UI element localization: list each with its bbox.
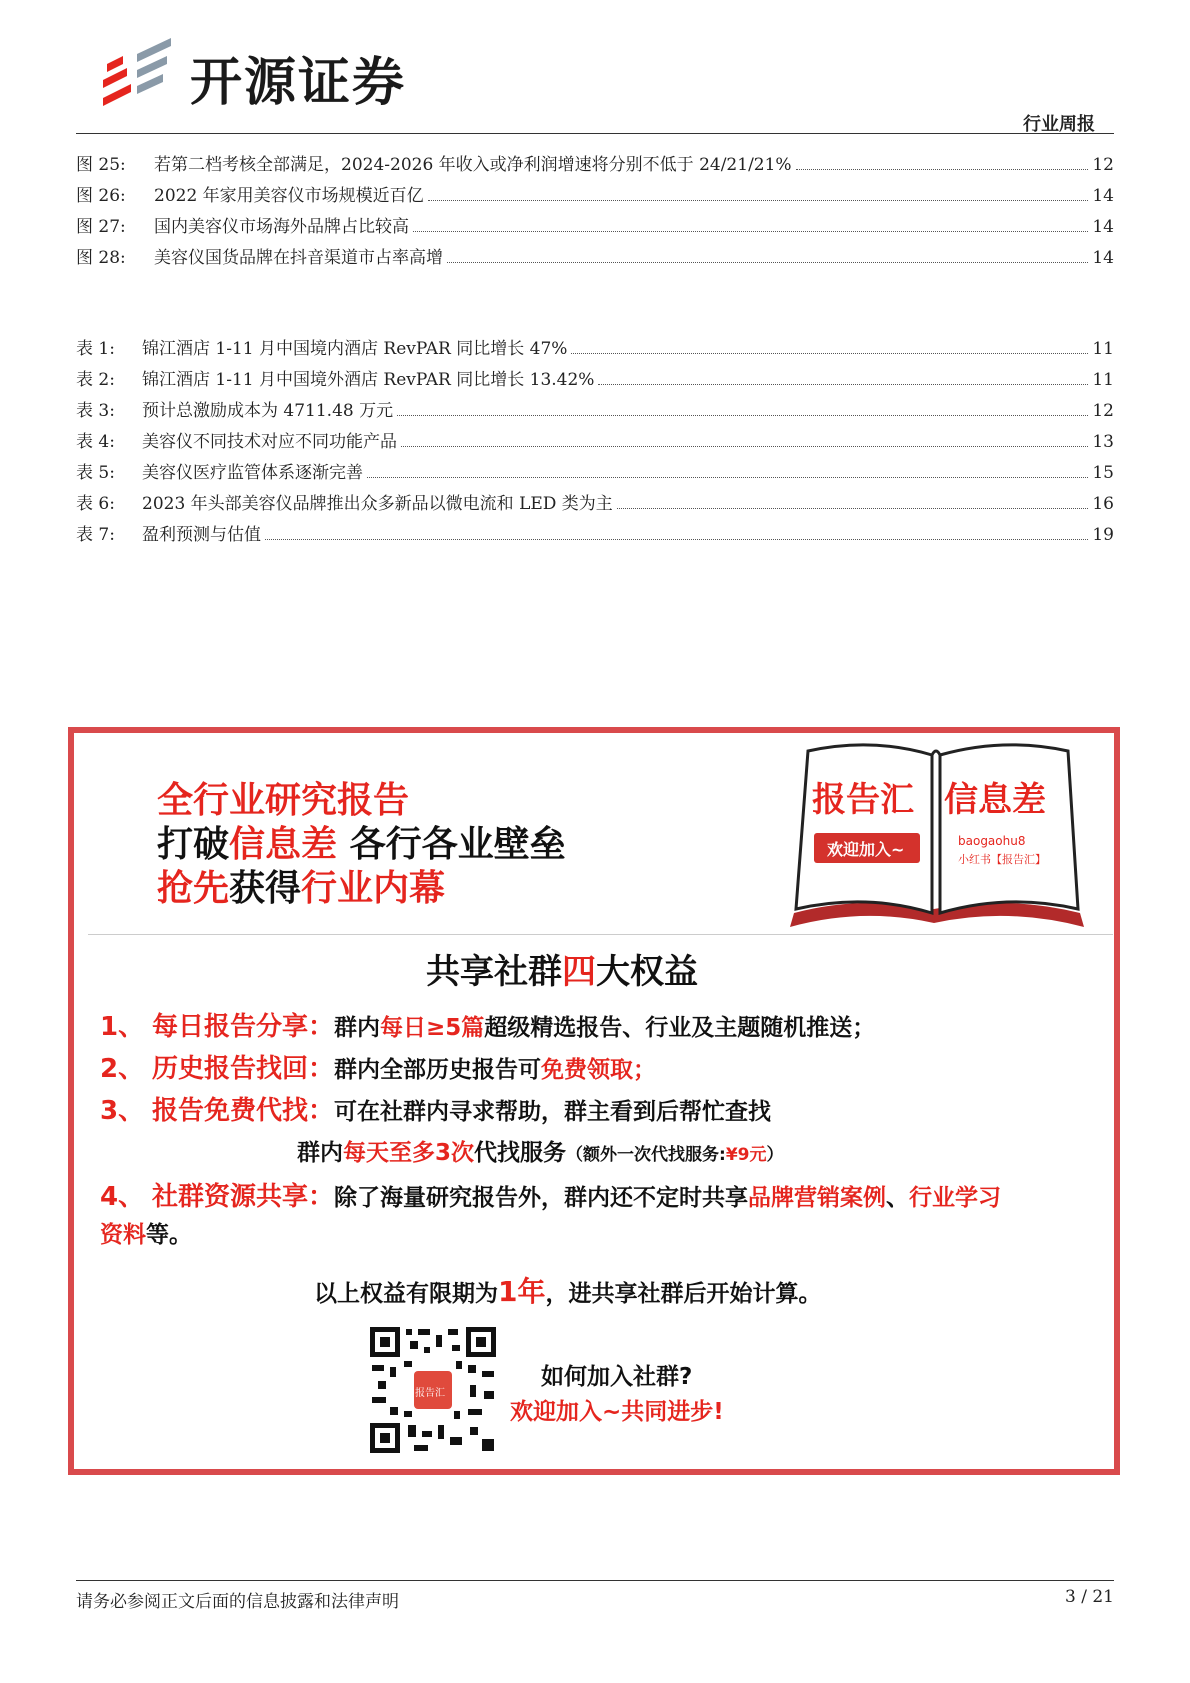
toc-page: 19 xyxy=(1092,525,1114,545)
validity-text: 1年 xyxy=(498,1275,546,1308)
book-xhs-account: 小红书【报告汇】 xyxy=(958,853,1046,866)
legal-disclaimer: 请务必参阅正文后面的信息披露和法律声明 xyxy=(76,1592,399,1612)
toc-leader xyxy=(598,370,1088,385)
title-part: 共享社群 xyxy=(426,952,562,992)
benefit-2 xyxy=(100,1048,656,1085)
book-left-title: 报告汇 xyxy=(812,780,914,820)
toc-label: 表 1: xyxy=(76,339,115,359)
benefit-heading: 报告免费代找： xyxy=(152,1096,335,1126)
benefit-number: 2、 xyxy=(100,1054,145,1084)
toc-leader xyxy=(401,432,1088,447)
toc-label: 表 6: xyxy=(76,494,115,514)
toc-title: 美容仪国货品牌在抖音渠道市占率高增 xyxy=(154,248,443,268)
toc-title: 锦江酒店 1-11 月中国境内酒店 RevPAR 同比增长 47% xyxy=(142,339,568,359)
toc-table-entry[interactable] xyxy=(76,365,1114,389)
benefit-heading: 每日报告分享： xyxy=(152,1012,335,1042)
header-divider xyxy=(76,133,1114,134)
qr-center-badge: 报告汇 xyxy=(415,1388,445,1399)
benefit-number: 3、 xyxy=(100,1096,145,1126)
benefit-text: 群内全部历史报告可 xyxy=(334,1057,542,1083)
toc-title: 预计总激励成本为 4711.48 万元 xyxy=(142,401,394,421)
benefit-text: 品牌营销案例 xyxy=(748,1185,887,1211)
toc-page: 14 xyxy=(1092,217,1114,237)
slogan-part: 打破 xyxy=(157,824,230,865)
benefit-number: 4、 xyxy=(100,1182,145,1212)
toc-table-entry[interactable] xyxy=(76,520,1114,544)
toc-label: 表 4: xyxy=(76,432,115,452)
slogan-part: 行业内幕 xyxy=(301,868,446,909)
footer-divider xyxy=(76,1580,1114,1581)
toc-label: 图 28: xyxy=(76,248,126,268)
toc-label: 表 2: xyxy=(76,370,115,390)
slogan-part: 抢先 xyxy=(157,868,230,909)
title-part: 四 xyxy=(562,952,596,992)
toc-label: 图 25: xyxy=(76,155,126,175)
toc-leader xyxy=(265,525,1088,540)
book-join-button: 欢迎加入~ xyxy=(827,840,905,859)
toc-figure-entry[interactable] xyxy=(76,181,1114,205)
validity-text: 以上权益有限期为 xyxy=(314,1281,498,1307)
toc-label: 表 3: xyxy=(76,401,115,421)
benefit-text: 除了海量研究报告外，群内还不定时共享 xyxy=(334,1185,749,1211)
company-logo xyxy=(97,36,177,106)
toc-label: 表 7: xyxy=(76,525,115,545)
promo-divider xyxy=(88,934,1113,935)
toc-figure-entry[interactable] xyxy=(76,212,1114,236)
toc-table-entry[interactable] xyxy=(76,334,1114,358)
toc-table-entry[interactable] xyxy=(76,458,1114,482)
benefit-text: 免费领取； xyxy=(541,1057,657,1083)
toc-page: 11 xyxy=(1092,370,1114,390)
benefit-text: 每天至多3次 xyxy=(343,1140,475,1166)
toc-title: 2022 年家用美容仪市场规模近百亿 xyxy=(154,186,424,206)
toc-table-entry[interactable] xyxy=(76,427,1114,451)
benefit-4-cont xyxy=(100,1216,192,1249)
benefit-text: 超级精选报告、行业及主题随机推送； xyxy=(484,1015,876,1041)
validity-note xyxy=(314,1270,821,1310)
benefit-heading: 历史报告找回： xyxy=(152,1054,335,1084)
toc-label: 图 26: xyxy=(76,186,126,206)
toc-page: 14 xyxy=(1092,186,1114,206)
toc-title: 美容仪不同技术对应不同功能产品 xyxy=(142,432,397,452)
open-book-illustration xyxy=(782,737,1092,933)
benefit-text: 资料 xyxy=(100,1222,146,1248)
toc-table-entry[interactable] xyxy=(76,396,1114,420)
toc-title: 若第二档考核全部满足，2024-2026 年收入或净利润增速将分别不低于 24/21/21% xyxy=(154,155,792,175)
toc-title: 国内美容仪市场海外品牌占比较高 xyxy=(154,217,409,237)
promo-section-title xyxy=(426,944,698,993)
toc-figure-entry[interactable] xyxy=(76,150,1114,174)
book-account-id: baogaohu8 xyxy=(958,834,1026,848)
toc-title: 美容仪医疗监管体系逐渐完善 xyxy=(142,463,363,483)
slogan-part: 信息差 xyxy=(229,824,338,865)
promo-slogan-3 xyxy=(157,860,445,911)
book-right-title: 信息差 xyxy=(944,780,1046,820)
benefit-text: ¥9元 xyxy=(725,1145,767,1165)
toc-label: 表 5: xyxy=(76,463,115,483)
toc-leader xyxy=(447,248,1088,263)
benefit-text: 、 xyxy=(886,1185,910,1211)
benefit-number: 1、 xyxy=(100,1012,145,1042)
toc-page: 15 xyxy=(1092,463,1114,483)
toc-page: 12 xyxy=(1092,401,1114,421)
benefit-text: ） xyxy=(766,1145,784,1165)
report-type: 行业周报 xyxy=(1023,114,1095,135)
benefit-text: 等。 xyxy=(146,1222,192,1248)
title-part: 大权益 xyxy=(596,952,698,992)
benefit-1 xyxy=(100,1006,875,1043)
toc-page: 12 xyxy=(1092,155,1114,175)
benefit-text: 每日≥5篇 xyxy=(380,1015,485,1041)
toc-page: 14 xyxy=(1092,248,1114,268)
toc-leader xyxy=(367,463,1088,478)
benefit-text: 可在社群内寻求帮助，群主看到后帮忙查找 xyxy=(334,1099,772,1125)
toc-leader xyxy=(796,155,1089,170)
toc-leader xyxy=(413,217,1088,232)
toc-title: 盈利预测与估值 xyxy=(142,525,261,545)
benefit-text: 代找服务 xyxy=(474,1140,567,1166)
toc-leader xyxy=(428,186,1089,201)
benefit-text: 群内 xyxy=(297,1140,343,1166)
page-number: 3 / 21 xyxy=(1065,1587,1114,1607)
toc-title: 锦江酒店 1-11 月中国境外酒店 RevPAR 同比增长 13.42% xyxy=(142,370,595,390)
toc-label: 图 27: xyxy=(76,217,126,237)
benefit-3 xyxy=(100,1090,771,1127)
toc-page: 13 xyxy=(1092,432,1114,452)
toc-title: 2023 年头部美容仪品牌推出众多新品以微电流和 LED 类为主 xyxy=(142,494,613,514)
benefit-3-detail xyxy=(297,1134,784,1167)
validity-text: ，进共享社群后开始计算。 xyxy=(545,1281,822,1307)
benefit-heading: 社群资源共享： xyxy=(152,1182,335,1212)
benefit-text: （额外一次代找服务: xyxy=(566,1145,726,1165)
brand-name: 开源证券 xyxy=(190,53,407,113)
join-cta: 欢迎加入~共同进步! xyxy=(510,1399,724,1425)
toc-page: 11 xyxy=(1092,339,1114,359)
promo-slogan-1: 全行业研究报告 xyxy=(157,780,410,821)
benefit-text: 行业学习 xyxy=(909,1185,1002,1211)
slogan-part: 获得 xyxy=(229,868,302,909)
benefit-text: 群内 xyxy=(334,1015,381,1041)
toc-figure-entry[interactable] xyxy=(76,243,1114,267)
join-question: 如何加入社群? xyxy=(541,1364,693,1390)
slogan-part: 各行各业壁垒 xyxy=(337,824,566,865)
toc-page: 16 xyxy=(1092,494,1114,514)
toc-table-entry[interactable] xyxy=(76,489,1114,513)
benefit-4 xyxy=(100,1176,1001,1213)
toc-leader xyxy=(397,401,1088,416)
toc-leader xyxy=(617,494,1089,509)
toc-leader xyxy=(571,339,1088,354)
